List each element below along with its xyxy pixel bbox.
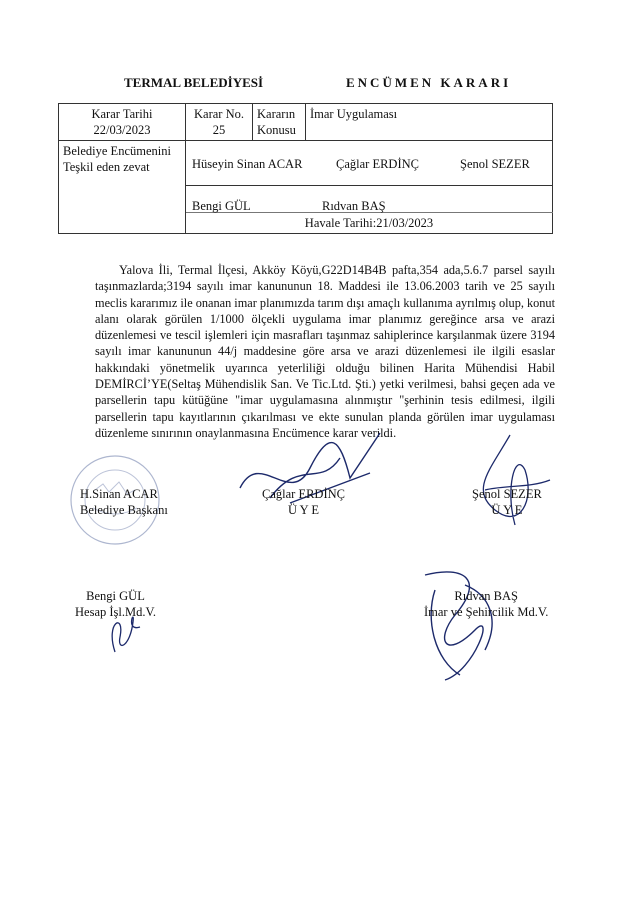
subject-label-line1: Kararın [257, 107, 296, 121]
member-4: Bengi GÜL [192, 199, 251, 213]
signatory-name: Şenol SEZER [472, 487, 542, 501]
signature-sezer [455, 430, 565, 540]
subject-label-line2: Konusu [257, 123, 296, 137]
municipality-title: TERMAL BELEDİYESİ [124, 75, 264, 90]
members-row-2 [186, 186, 553, 213]
signatory-title: Ü Y E [287, 503, 319, 517]
signature-bas [405, 560, 535, 690]
decision-info-table [58, 103, 553, 234]
signatory-title: İmar ve Şehircilik Md.V. [424, 605, 549, 619]
subject-label-cell [253, 104, 306, 141]
decision-no-cell [186, 104, 253, 141]
decision-title: ENCÜMEN KARARI [346, 75, 512, 90]
subject-value: İmar Uygulaması [310, 107, 398, 121]
member-5: Rıdvan BAŞ [322, 199, 386, 213]
signature-block-bas [424, 588, 548, 620]
signature-block-acar [80, 486, 168, 518]
signatory-name: Çağlar ERDİNÇ [262, 487, 345, 501]
member-3: Şenol SEZER [460, 157, 530, 171]
signatory-name: H.Sinan ACAR [80, 487, 158, 501]
signatory-title: Belediye Başkanı [80, 503, 168, 517]
decision-date-value: 22/03/2023 [93, 123, 151, 137]
council-label-cell [59, 141, 186, 234]
subject-value-cell [306, 104, 553, 141]
signature-block-erdinc [262, 486, 345, 518]
council-label-line1: Belediye Encümenini [63, 144, 171, 158]
decision-date-label: Karar Tarihi [91, 107, 153, 121]
referral-date-cell [186, 213, 553, 234]
decision-no-label: Karar No. [194, 107, 244, 121]
signatory-name: Rıdvan BAŞ [454, 589, 518, 603]
signature-block-gul [75, 588, 156, 620]
decision-body: Yalova İli, Termal İlçesi, Akköy Köyü,G22D14B4B pafta,354 ada,5.6.7 parsel sayılı taşınmazlarda;3194 sayılı imar kanununun 18. Maddesi ile 13.06.2003 tarih ve 25 sayılı meclis kararımız ile onanan imar planımızda tarım dışı amaçlı kullanıma ayrılmış olup, konut alanı olarak görülen 1/1000 ölçekli uygulama imar planımız gereğince arsa ve arazi düzenlemesi ve tescil işlemleri için masrafları taşınmaz sahiplerince karşılanmak üzere 3194 sayılı imar kanununun 44/j maddesine göre arsa ve arazi düzenlemesi ile ilgili esaslar hakkındaki yönetmelik uyarınca yeterliliği olduğu bilinen Harita Mühendisi Habil DEMİRCİ’YE(Seltaş Mühendislik San. Ve Tic.Ltd. Şti.) yetki verilmesi, bahsi geçen ada ve parsellerin tapu kütüğüne "imar uygulamasına alınmıştır "şerhinin tesis edilmesi, ilgili parsellerin tapu kayıtlarının çıkarılması ve ekte sunulan planda görülen imar uygulaması düzenleme sınırının onaylanmasına Encümence karar verildi. [95, 263, 555, 440]
signatory-title: Ü Y E [491, 503, 523, 517]
council-label-line2: Teşkil eden zevat [63, 160, 150, 174]
members-row-1 [186, 141, 553, 186]
signatory-title: Hesap İşl.Md.V. [75, 605, 157, 619]
decision-no-value: 25 [212, 123, 226, 137]
signatory-name: Bengi GÜL [86, 589, 145, 603]
referral-date: Havale Tarihi:21/03/2023 [304, 216, 434, 230]
member-1: Hüseyin Sinan ACAR [192, 157, 303, 171]
decision-date-cell [59, 104, 186, 141]
member-2: Çağlar ERDİNÇ [336, 157, 419, 171]
signature-block-sezer [472, 486, 542, 518]
